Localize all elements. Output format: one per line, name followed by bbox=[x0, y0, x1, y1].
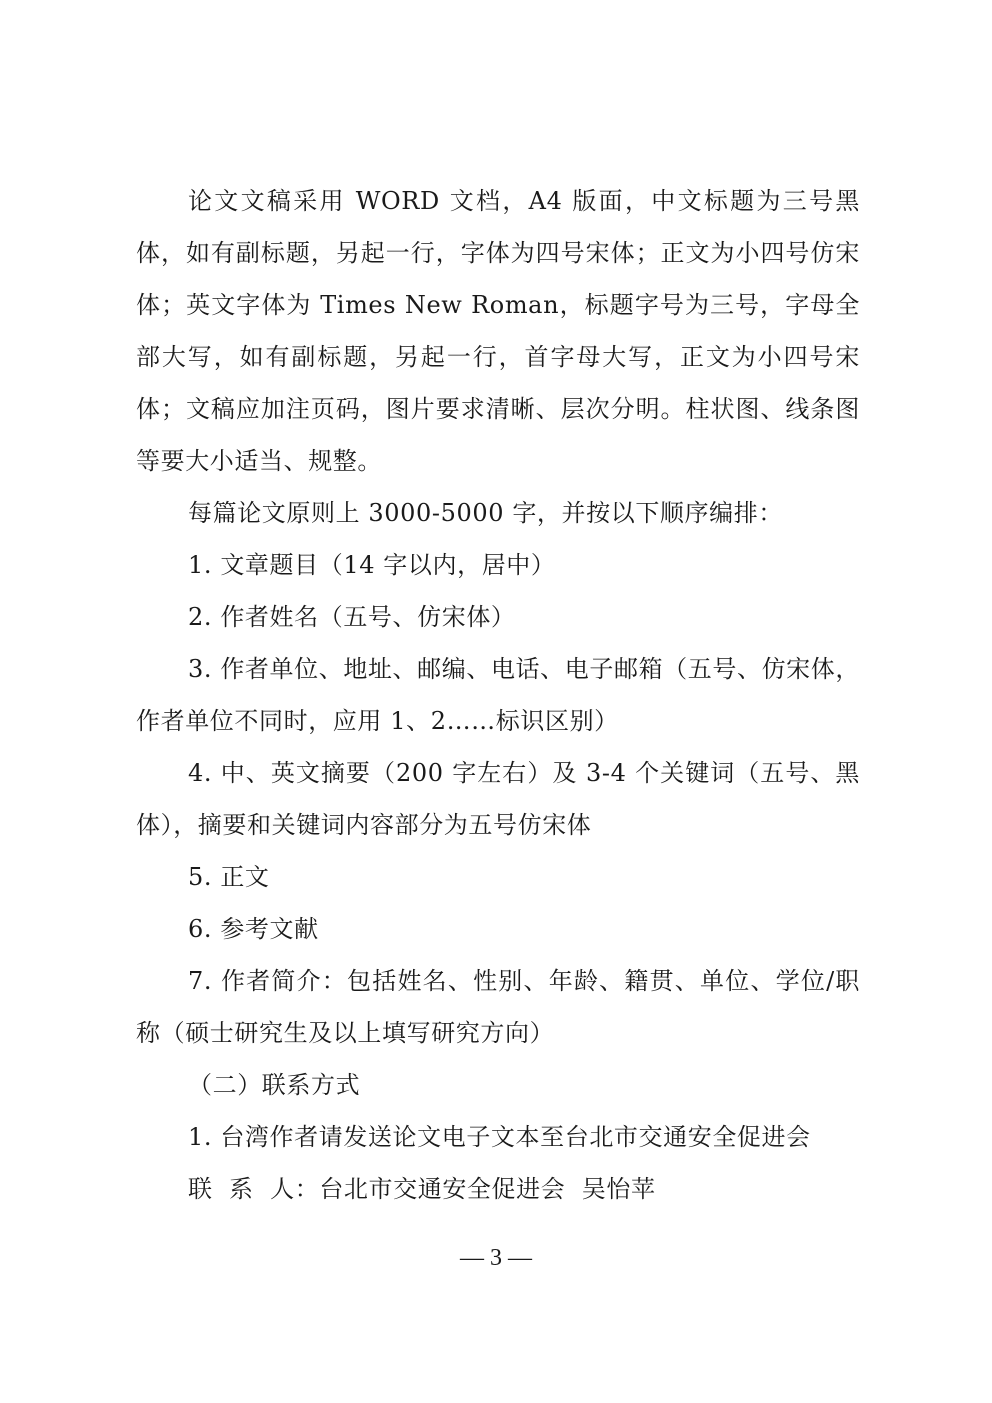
list-item-main-text: 5. 正文 bbox=[188, 863, 270, 891]
list-item-author-bio: 7. 作者简介：包括姓名、性别、年龄、籍贯、单位、学位/职称（硕士研究生及以上填写研究方向） bbox=[136, 967, 860, 1047]
paragraph-format-requirements: 论文文稿采用 WORD 文档，A4 版面，中文标题为三号黑体，如有副标题，另起一行，字体为四号宋体；正文为小四号仿宋体；英文字体为 Times New Roman，标题字号为三号，字母全部大写，如有副标题，另起一行，首字母大写，正文为小四号宋体；文稿应加注页码，图片要求清晰、层次分明。柱状图、线条图等要大小适当、规整。 bbox=[136, 187, 860, 475]
contact-item-taiwan: 1. 台湾作者请发送论文电子文本至台北市交通安全促进会 bbox=[188, 1123, 811, 1151]
page-number: — 3 — bbox=[460, 1245, 532, 1271]
section-heading-contact: （二）联系方式 bbox=[188, 1071, 361, 1099]
list-item-author-affiliation: 3. 作者单位、地址、邮编、电话、电子邮箱（五号、仿宋体，作者单位不同时，应用 1、2……标识区别） bbox=[136, 655, 860, 735]
document-body bbox=[136, 175, 860, 1215]
list-item-abstract-keywords: 4. 中、英文摘要（200 字左右）及 3-4 个关键词（五号、黑体），摘要和关键词内容部分为五号仿宋体 bbox=[136, 759, 860, 839]
paragraph-length-order: 每篇论文原则上 3000-5000 字，并按以下顺序编排： bbox=[188, 499, 783, 527]
contact-person: 联 系 人：台北市交通安全促进会 吴怡苹 bbox=[188, 1175, 656, 1203]
list-item-references: 6. 参考文献 bbox=[188, 915, 319, 943]
list-item-author-name: 2. 作者姓名（五号、仿宋体） bbox=[188, 603, 516, 631]
list-item-title: 1. 文章题目（14 字以内，居中） bbox=[188, 551, 556, 579]
